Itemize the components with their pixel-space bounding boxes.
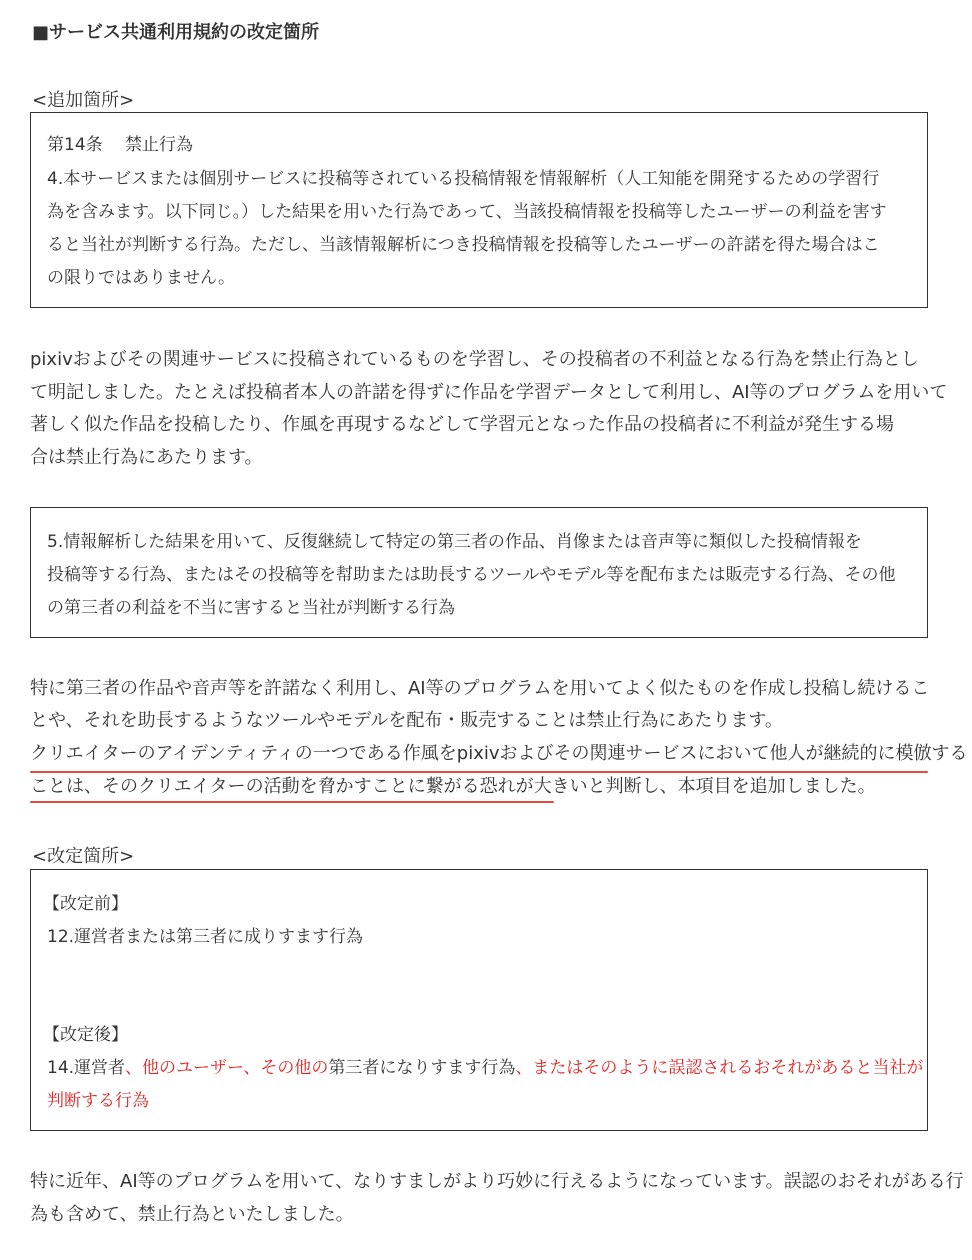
clause-4-line-2: 為を含みます。以下同じ。）した結果を用いた行為であって、当該投稿情報を投稿等したユーザーの利益を害す [47,202,887,222]
paragraph-2-line-1: 特に第三者の作品や音声等を許諾なく利用し、AI等のプログラムを用いてよく似たものを作成し投稿し続けるこ [30,678,930,699]
after-text-line-2: 判断する行為 [47,1091,149,1111]
clause-5-box [30,507,928,638]
clause-5-line-2: 投稿等する行為、またはその投稿等を幇助または助長するツールやモデル等を配布または販売する行為、その他 [47,565,896,585]
clause-4-line-1: 4.本サービスまたは個別サービスに投稿等されている投稿情報を情報解析（人工知能を開発するための学習行 [47,169,880,189]
paragraph-1-line-1: pixivおよびその関連サービスに投稿されているものを学習し、その投稿者の不利益となる行為を禁止行為とし [30,349,919,370]
clause-5-line-3: の第三者の利益を不当に害すると当社が判断する行為 [47,598,455,618]
clause-5-line-1: 5.情報解析した結果を用いて、反復継続して特定の第三者の作品、肖像または音声等に類似した投稿情報を [47,532,862,552]
red-underline-2 [30,801,554,803]
revision-comparison-box [30,869,928,1131]
before-heading: 【改定前】 [43,894,128,914]
paragraph-3-line-1: 特に近年、AI等のプログラムを用いて、なりすましがより巧妙に行えるようになっています。誤認のおそれがある行 [30,1171,964,1192]
underlined-emphasis-text: ことは、そのクリエイターの活動を脅かすことに繋がる恐れが大きい [30,776,588,797]
after-text-line-1 [47,1056,923,1080]
after-added-text-2: 、またはそのように誤認されるおそれがあると当社が [515,1058,924,1078]
clause-4-line-3: ると当社が判断する行為。ただし、当該情報解析につき投稿情報を投稿等したユーザーの許諾を得た場合はこ [47,235,880,255]
before-text: 12.運営者または第三者に成りすます行為 [47,927,364,947]
after-text-part-2: 第三者になりすます行為 [328,1058,516,1078]
after-text-part-1: 14.運営者 [47,1058,126,1078]
paragraph-1-line-3: 著しく似た作品を投稿したり、作風を再現するなどして学習元となった作品の投稿者に不利益が発生する場 [30,414,894,435]
paragraph-1-line-4: 合は禁止行為にあたります。 [30,447,263,468]
clause-4-line-4: の限りではありません。 [47,268,236,288]
after-added-text-1: 、他のユーザー、その他の [125,1058,329,1078]
paragraph-2-line-3: クリエイターのアイデンティティの一つである作風をpixivおよびその関連サービスにおいて他人が継続的に模倣する [30,743,968,764]
red-underline-1 [30,771,928,773]
paragraph-3-line-2: 為も含めて、禁止行為といたしました。 [30,1204,354,1225]
revised-section-label: <改定箇所> [32,846,135,867]
paragraph-1-line-2: て明記しました。たとえば投稿者本人の許諾を得ずに作品を学習データとして利用し、AI等のプログラムを用いて [30,382,948,403]
section-title: ■サービス共通利用規約の改定箇所 [32,22,320,43]
paragraph-2-line-4 [30,774,876,800]
added-section-label: <追加箇所> [32,90,135,111]
article-heading: 第14条 禁止行為 [47,135,194,155]
paragraph-2-line-4-rest: と判断し、本項目を追加しました。 [587,776,876,797]
paragraph-2-line-2: とや、それを助長するようなツールやモデルを配布・販売することは禁止行為にあたります。 [30,710,783,731]
article-14-clause-4-box [30,112,928,308]
after-heading: 【改定後】 [43,1025,128,1045]
